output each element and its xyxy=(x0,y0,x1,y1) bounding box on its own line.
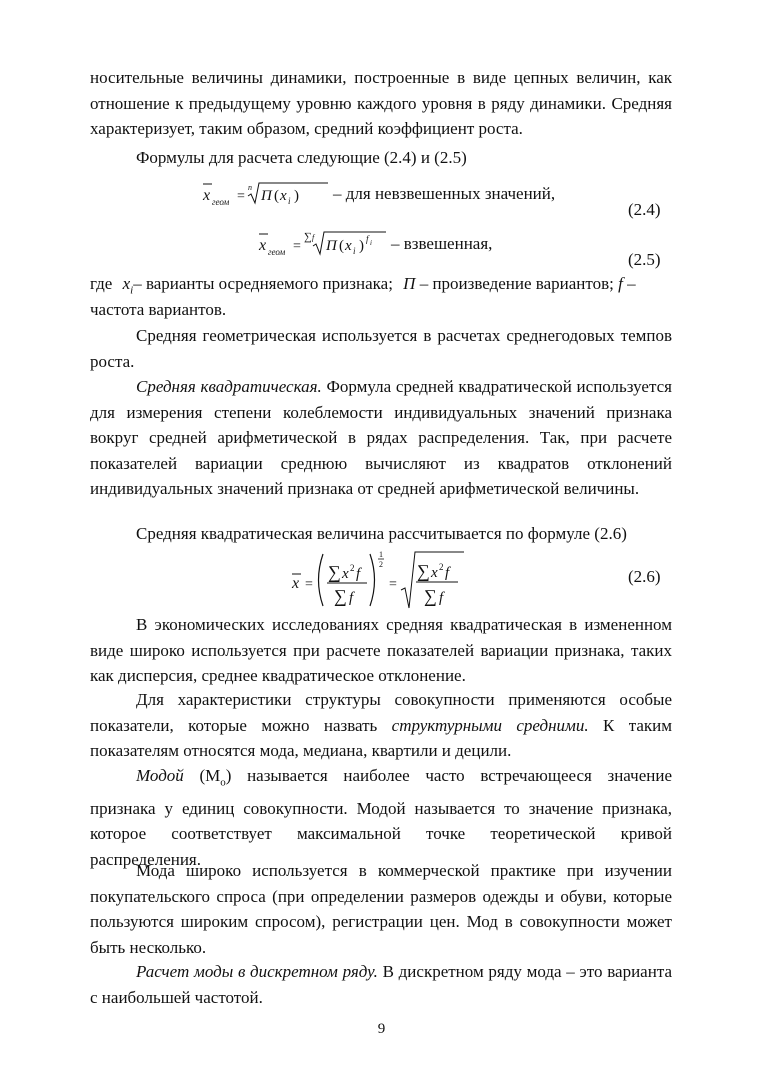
svg-text:x: x xyxy=(259,237,267,254)
svg-text:∑: ∑ xyxy=(424,586,437,606)
quadratic-mean-title: Средняя квадратическая. xyxy=(136,377,322,396)
discrete-series-title: Расчет моды в дискретном ряду. xyxy=(136,962,378,981)
page-number: 9 xyxy=(377,1021,386,1037)
formula-legend-line-2: частота вариантов. xyxy=(90,300,227,319)
svg-text:f: f xyxy=(356,566,361,582)
svg-text:Π: Π xyxy=(261,188,272,204)
svg-text:x: x xyxy=(431,565,438,581)
svg-text:геом: геом xyxy=(268,247,286,257)
svg-text:=: = xyxy=(305,577,313,592)
legend-where: где xyxy=(90,274,113,293)
paragraph-mode-usage: Мода широко используется в коммерческой практике при изучении покупательского спроса (при определении размеров одежды и обуви, которые пользуются широким спросом), регистрации цен. Мод в совокупности может быть несколько. xyxy=(90,861,672,957)
mode-definition-text: ) называется наиболее часто встречающееся значение признака у единиц совокупности. Модой называется то значение признака, которое соответствует максимальной точке теоретической кривой распределения. xyxy=(90,766,673,869)
svg-text:): ) xyxy=(359,238,364,254)
svg-text:=: = xyxy=(293,239,301,254)
paragraph-discrete-series xyxy=(90,959,672,1010)
svg-text:2: 2 xyxy=(439,562,444,572)
formula-2-5-text: – взвешенная, xyxy=(391,234,493,253)
paragraph-geometric-usage: Средняя геометрическая используется в расчетах среднегодовых темпов роста. xyxy=(90,326,672,371)
legend-xi-symbol: $x_i$ xyxy=(122,274,134,297)
svg-text:∑: ∑ xyxy=(417,561,430,581)
svg-text:∑: ∑ xyxy=(334,586,347,606)
formula-2-5-math xyxy=(256,228,388,260)
svg-text:i: i xyxy=(288,196,291,206)
svg-text:f: f xyxy=(312,233,315,242)
svg-text:=: = xyxy=(237,189,245,204)
formula-2-5-number: (2.5) xyxy=(628,250,661,269)
legend-xi-text: – варианты осредняемого признака; xyxy=(133,274,393,293)
svg-text:1: 1 xyxy=(379,550,383,559)
svg-text:x: x xyxy=(280,188,287,204)
legend-pi-text: – произведение вариантов; xyxy=(419,274,614,293)
svg-text:f: f xyxy=(439,590,444,606)
paragraph-quadratic-mean xyxy=(90,374,672,502)
svg-text:x: x xyxy=(345,238,352,254)
svg-text:f: f xyxy=(366,234,369,244)
legend-f-dash: – xyxy=(627,274,636,293)
svg-text:Π: Π xyxy=(326,238,337,254)
structural-means-text-c: К таким показателям относятся мода, медиана, квартили и децили. xyxy=(90,715,672,760)
svg-text:=: = xyxy=(389,577,397,592)
discrete-series-text: В дискретном ряду мода – это варианта с наибольшей частотой. xyxy=(90,962,672,1007)
formula-2-4-text: – для невзвешенных значений, xyxy=(333,184,556,203)
paragraph-structural-means xyxy=(90,687,672,764)
svg-text:x: x xyxy=(292,575,300,592)
formula-2-6-number: (2.6) xyxy=(628,567,661,586)
svg-text:i: i xyxy=(370,239,372,247)
structural-means-text-a: Для характеристики структуры совокупности применяются особые показатели, которые можно назвать xyxy=(90,690,672,735)
paragraph-economic-studies: В экономических исследованиях средняя квадратическая в измененном виде широко используется при расчете показателей вариации признака, таких как дисперсия, среднее квадратическое отклонение. xyxy=(90,615,672,685)
paragraph-formulas-intro: Формулы для расчета следующие (2.4) и (2.5) xyxy=(136,148,467,167)
svg-text:f: f xyxy=(349,590,354,606)
formula-2-6-math xyxy=(288,548,468,612)
svg-text:2: 2 xyxy=(350,563,355,573)
svg-text:x: x xyxy=(203,187,211,204)
svg-text:): ) xyxy=(294,188,299,204)
svg-text:2: 2 xyxy=(379,560,383,569)
formula-2-4-number: (2.4) xyxy=(628,200,661,219)
svg-text:геом: геом xyxy=(212,197,230,207)
svg-text:n: n xyxy=(248,183,252,192)
legend-pi-symbol: Π xyxy=(403,274,416,293)
structural-means-term: структурными средними. xyxy=(391,715,589,735)
paragraph-intro: носительные величины динамики, построенные в виде цепных величин, как отношение к предыдущему уровню каждого уровня в ряду динамики. Средняя характеризует, таким образом, средний коэффициент роста. xyxy=(90,68,672,138)
svg-text:∑: ∑ xyxy=(304,231,312,243)
paragraph-mode-definition xyxy=(90,763,672,872)
svg-text:x: x xyxy=(342,566,349,582)
quadratic-mean-body: Формула средней квадратической используется для измерения степени колеблемости индивидуальных значений признака вокруг средней арифметической в рядах распределения. Так, при расчете показателей вариации среднюю вычисляют из квадратов отклонений индивидуальных значений признака от средней арифметической величины. xyxy=(90,377,672,498)
paragraph-quadratic-formula-intro: Средняя квадратическая величина рассчитывается по формуле (2.6) xyxy=(136,524,627,543)
svg-text:i: i xyxy=(353,246,356,256)
mode-term: Модой xyxy=(136,766,184,785)
formula-2-4-math xyxy=(200,180,330,210)
svg-text:f: f xyxy=(445,565,450,581)
svg-text:∑: ∑ xyxy=(328,562,341,582)
mode-symbol-subscript: o xyxy=(220,776,226,789)
mode-symbol-open: (M xyxy=(183,766,221,785)
legend-f-symbol: f xyxy=(618,274,623,293)
svg-text:(: ( xyxy=(274,188,279,204)
svg-text:(: ( xyxy=(339,238,344,254)
